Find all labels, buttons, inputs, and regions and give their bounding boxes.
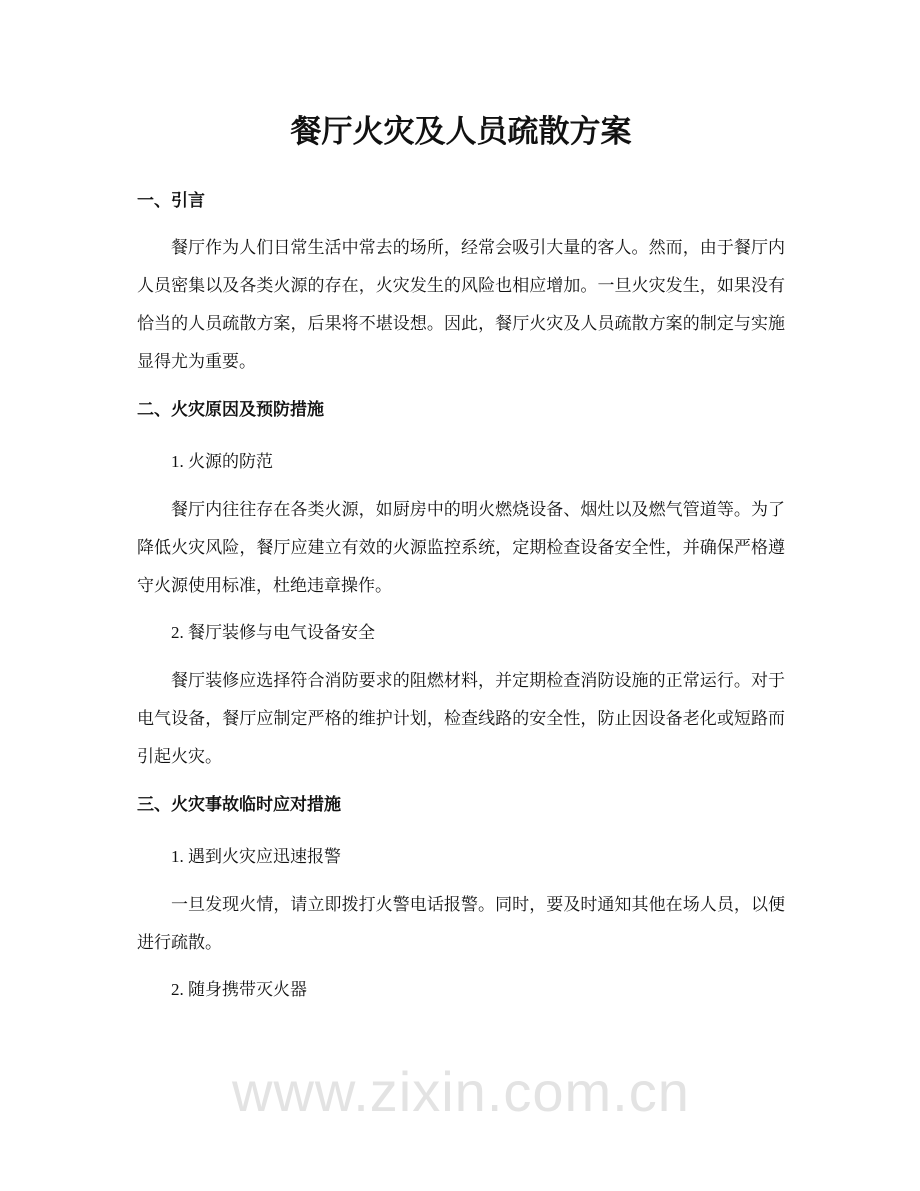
watermark: www.zixin.com.cn (232, 1060, 690, 1123)
intro-paragraph: 餐厅作为人们日常生活中常去的场所，经常会吸引大量的客人。然而，由于餐厅内人员密集以及各类火源的存在，火灾发生的风险也相应增加。一旦火灾发生，如果没有恰当的人员疏散方案，后果将不堪设想。因此，餐厅火灾及人员疏散方案的制定与实施显得尤为重要。 (137, 238, 785, 371)
section-heading-causes: 二、火灾原因及预防措施 (137, 400, 324, 420)
section-heading-intro: 一、引言 (137, 191, 205, 211)
subheading-fire-source: 1. 火源的防范 (171, 452, 273, 471)
fire-source-paragraph: 餐厅内往往存在各类火源，如厨房中的明火燃烧设备、烟灶以及燃气管道等。为了降低火灾风险，餐厅应建立有效的火源监控系统，定期检查设备安全性，并确保严格遵守火源使用标准，杜绝违章操作。 (137, 500, 785, 595)
decoration-electrical-paragraph: 餐厅装修应选择符合消防要求的阻燃材料，并定期检查消防设施的正常运行。对于电气设备，餐厅应制定严格的维护计划，检查线路的安全性，防止因设备老化或短路而引起火灾。 (137, 671, 785, 766)
subheading-alarm: 1. 遇到火灾应迅速报警 (171, 847, 341, 866)
subheading-decoration-electrical: 2. 餐厅装修与电气设备安全 (171, 623, 375, 642)
document-page (137, 0, 785, 1002)
page-title: 餐厅火灾及人员疏散方案 (290, 114, 632, 150)
subheading-extinguisher: 2. 随身携带灭火器 (171, 980, 307, 999)
alarm-paragraph: 一旦发现火情，请立即拨打火警电话报警。同时，要及时通知其他在场人员，以便进行疏散。 (137, 895, 785, 952)
section-heading-response: 三、火灾事故临时应对措施 (137, 795, 341, 815)
